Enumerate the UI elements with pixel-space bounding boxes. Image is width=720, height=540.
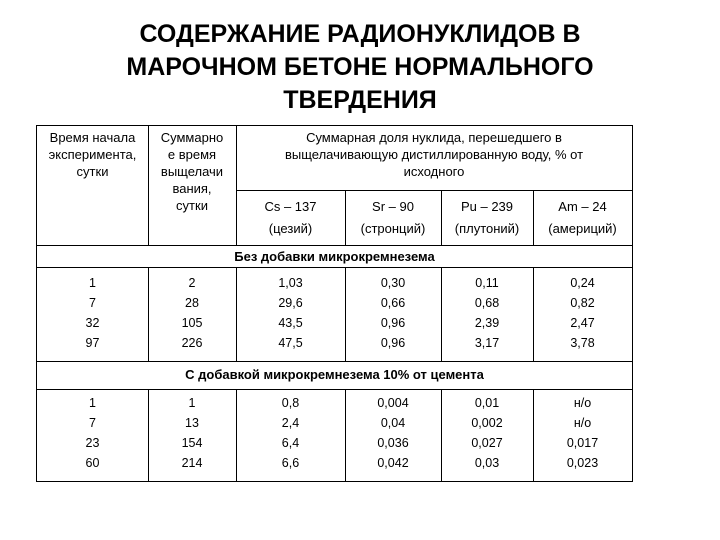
data-cell: 7 bbox=[89, 296, 96, 310]
radionuclide-table bbox=[36, 125, 633, 482]
data-cell: 0,023 bbox=[566, 456, 599, 470]
header-text: сутки bbox=[176, 198, 208, 213]
data-cell: 7 bbox=[89, 416, 96, 430]
divider bbox=[37, 389, 632, 390]
data-column bbox=[345, 393, 441, 473]
data-cell: 0,30 bbox=[380, 276, 406, 290]
data-cell: 32 bbox=[85, 316, 100, 330]
data-column bbox=[148, 273, 236, 353]
data-cell: 2,39 bbox=[474, 316, 500, 330]
title-line-3: ТВЕРДЕНИЯ bbox=[283, 86, 437, 114]
section-label: Без добавки микрокремнезема bbox=[234, 249, 435, 264]
data-cell: 0,66 bbox=[380, 296, 406, 310]
data-column bbox=[533, 273, 632, 353]
nuclide-symbol: Am – 24 bbox=[558, 199, 607, 214]
header-text: е время bbox=[167, 147, 217, 162]
title-line-1: СОДЕРЖАНИЕ РАДИОНУКЛИДОВ В bbox=[139, 20, 581, 48]
data-cell: 0,002 bbox=[471, 416, 503, 430]
data-column bbox=[345, 273, 441, 353]
header-text: Суммарно bbox=[160, 130, 224, 145]
data-cell: 0,8 bbox=[281, 396, 300, 410]
data-cell: 23 bbox=[85, 436, 100, 450]
header-text: сутки bbox=[76, 164, 109, 179]
data-column bbox=[148, 393, 236, 473]
header-text: исходного bbox=[403, 164, 465, 179]
data-cell: 0,68 bbox=[474, 296, 500, 310]
nuclide-name: (америций) bbox=[548, 221, 617, 236]
data-cell: н/о bbox=[573, 396, 592, 410]
section-label: С добавкой микрокремнезема 10% от цемента bbox=[185, 367, 484, 382]
page-title bbox=[60, 18, 660, 117]
header-text: эксперимента, bbox=[48, 147, 137, 162]
data-cell: 0,96 bbox=[380, 316, 406, 330]
data-column bbox=[533, 393, 632, 473]
data-cell: 3,78 bbox=[570, 336, 595, 350]
header-sr90 bbox=[345, 196, 441, 240]
header-cs137 bbox=[236, 196, 345, 240]
header-text: вания, bbox=[172, 181, 212, 196]
header-total-time bbox=[148, 129, 236, 214]
nuclide-name: (стронций) bbox=[360, 221, 426, 236]
data-cell: 3,17 bbox=[474, 336, 500, 350]
data-cell: 0,027 bbox=[471, 436, 503, 450]
data-cell: 29,6 bbox=[278, 296, 303, 310]
data-cell: 105 bbox=[181, 316, 203, 330]
data-cell: 154 bbox=[181, 436, 203, 450]
data-cell: н/о bbox=[573, 416, 592, 430]
data-cell: 0,04 bbox=[380, 416, 406, 430]
header-text: Время начала bbox=[49, 130, 136, 145]
data-cell: 60 bbox=[85, 456, 100, 470]
data-cell: 226 bbox=[181, 336, 203, 350]
header-text: выщелачивающую дистиллированную воду, % от bbox=[284, 147, 584, 162]
data-cell: 2,4 bbox=[281, 416, 300, 430]
data-cell: 0,96 bbox=[380, 336, 406, 350]
data-cell: 6,6 bbox=[281, 456, 300, 470]
data-column bbox=[236, 393, 345, 473]
nuclide-name: (плутоний) bbox=[454, 221, 520, 236]
nuclide-symbol: Pu – 239 bbox=[460, 199, 514, 214]
data-cell: 0,24 bbox=[570, 276, 595, 290]
data-cell: 214 bbox=[181, 456, 203, 470]
data-cell: 13 bbox=[185, 416, 199, 430]
data-cell: 1 bbox=[89, 396, 96, 410]
divider bbox=[236, 190, 632, 191]
header-pu239 bbox=[441, 196, 533, 240]
nuclide-symbol: Cs – 137 bbox=[264, 199, 317, 214]
data-cell: 2 bbox=[188, 276, 196, 290]
data-cell: 2,47 bbox=[570, 316, 595, 330]
data-cell: 0,036 bbox=[377, 436, 409, 450]
data-cell: 0,004 bbox=[377, 396, 409, 410]
divider bbox=[37, 267, 632, 268]
data-column bbox=[37, 393, 148, 473]
data-column bbox=[441, 273, 533, 353]
header-text: выщелачи bbox=[160, 164, 224, 179]
divider bbox=[37, 245, 632, 246]
data-cell: 1,03 bbox=[278, 276, 303, 290]
data-cell: 1 bbox=[188, 396, 196, 410]
header-nuclide-share bbox=[236, 129, 632, 180]
header-start-time bbox=[37, 129, 148, 180]
nuclide-name: (цезий) bbox=[268, 221, 313, 236]
title-line-2: МАРОЧНОМ БЕТОНЕ НОРМАЛЬНОГО bbox=[126, 53, 594, 81]
data-column bbox=[37, 273, 148, 353]
data-cell: 28 bbox=[185, 296, 199, 310]
data-cell: 0,017 bbox=[566, 436, 599, 450]
data-cell: 0,11 bbox=[475, 276, 499, 290]
header-text: Суммарная доля нуклида, перешедшего в bbox=[306, 130, 562, 145]
header-am24 bbox=[533, 196, 632, 240]
data-cell: 43,5 bbox=[278, 316, 303, 330]
data-cell: 0,03 bbox=[474, 456, 500, 470]
data-cell: 6,4 bbox=[281, 436, 300, 450]
data-cell: 0,82 bbox=[570, 296, 595, 310]
data-cell: 0,01 bbox=[474, 396, 500, 410]
divider bbox=[37, 361, 632, 362]
data-cell: 97 bbox=[85, 336, 100, 350]
data-cell: 1 bbox=[89, 276, 96, 290]
data-cell: 0,042 bbox=[377, 456, 409, 470]
data-column bbox=[441, 393, 533, 473]
data-cell: 47,5 bbox=[278, 336, 303, 350]
data-column bbox=[236, 273, 345, 353]
nuclide-symbol: Sr – 90 bbox=[372, 199, 414, 214]
